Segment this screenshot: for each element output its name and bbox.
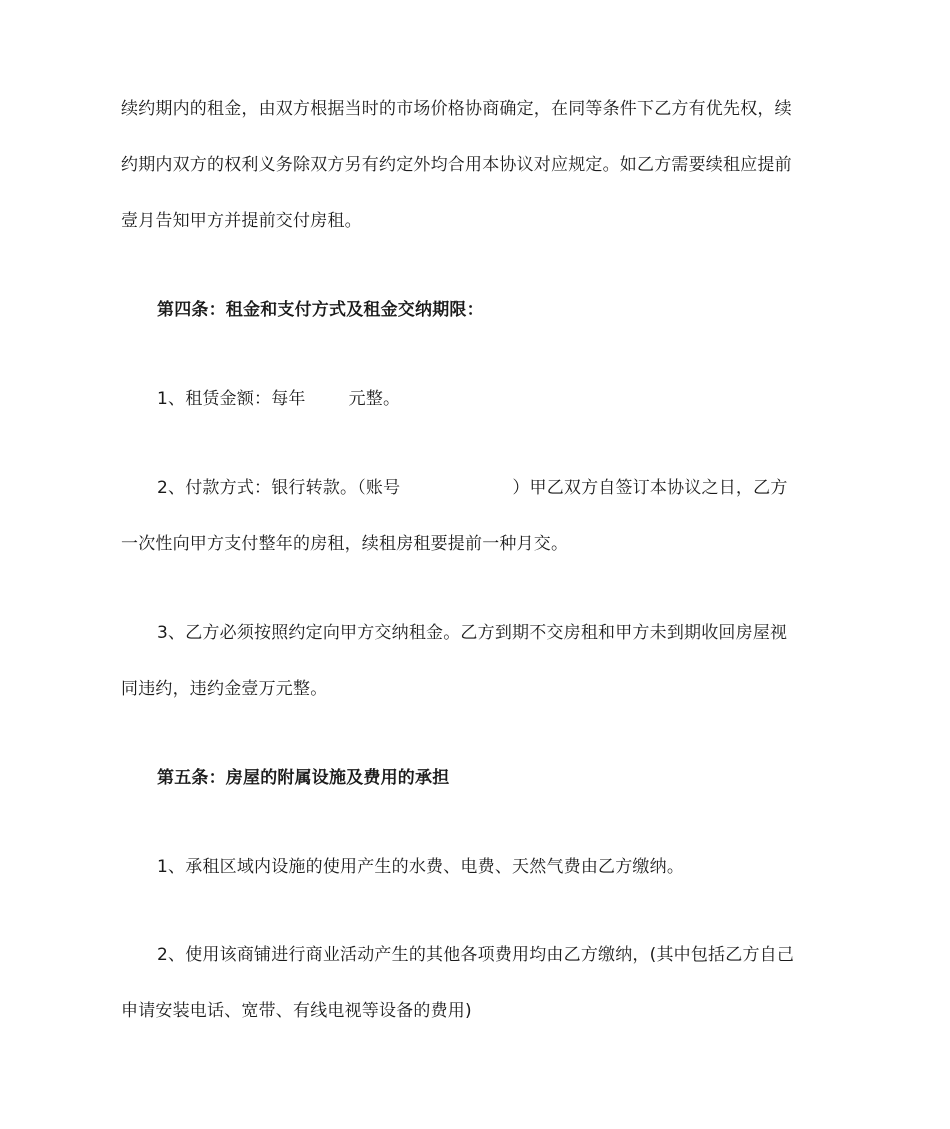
article-5-item-1: 1、承租区域内设施的使用产生的水费、电费、天然气费由乙方缴纳。 [157, 857, 685, 877]
renewal-line-3: 壹月告知甲方并提前交付房租。 [121, 211, 362, 231]
article-5-heading: 第五条：房屋的附属设施及费用的承担 [157, 768, 450, 788]
article-4-heading: 第四条：租金和支付方式及租金交纳期限： [157, 300, 484, 320]
payment-method-rest: ）甲乙双方自签订本协议之日，乙方 [512, 478, 788, 498]
article-4-item-2 [157, 476, 788, 500]
article-4-item-2-line-2: 一次性向甲方支付整年的房租，续租房租要提前一种月交。 [121, 534, 569, 554]
payment-method-label: 2、付款方式：银行转款。（账号 [157, 478, 401, 498]
article-4-item-1 [157, 387, 400, 411]
renewal-line-2: 约期内双方的权利义务除双方另有约定外均合用本协议对应规定。如乙方需要续租应提前 [121, 155, 792, 175]
article-4-item-3-line-1: 3、乙方必须按照约定向甲方交纳租金。乙方到期不交房租和甲方未到期收回房屋视 [157, 623, 788, 643]
article-5-item-2-line-2: 申请安装电话、宽带、有线电视等设备的费用) [121, 1001, 472, 1021]
rent-amount-label: 1、租赁金额：每年 [157, 389, 306, 409]
article-5-item-2-line-1: 2、使用该商铺进行商业活动产生的其他各项费用均由乙方缴纳，(其中包括乙方自己 [157, 945, 795, 965]
renewal-line-1: 续约期内的租金，由双方根据当时的市场价格协商确定，在同等条件下乙方有优先权，续 [121, 99, 792, 119]
article-4-item-3-line-2: 同违约，违约金壹万元整。 [121, 679, 328, 699]
rent-amount-suffix: 元整。 [348, 389, 401, 409]
